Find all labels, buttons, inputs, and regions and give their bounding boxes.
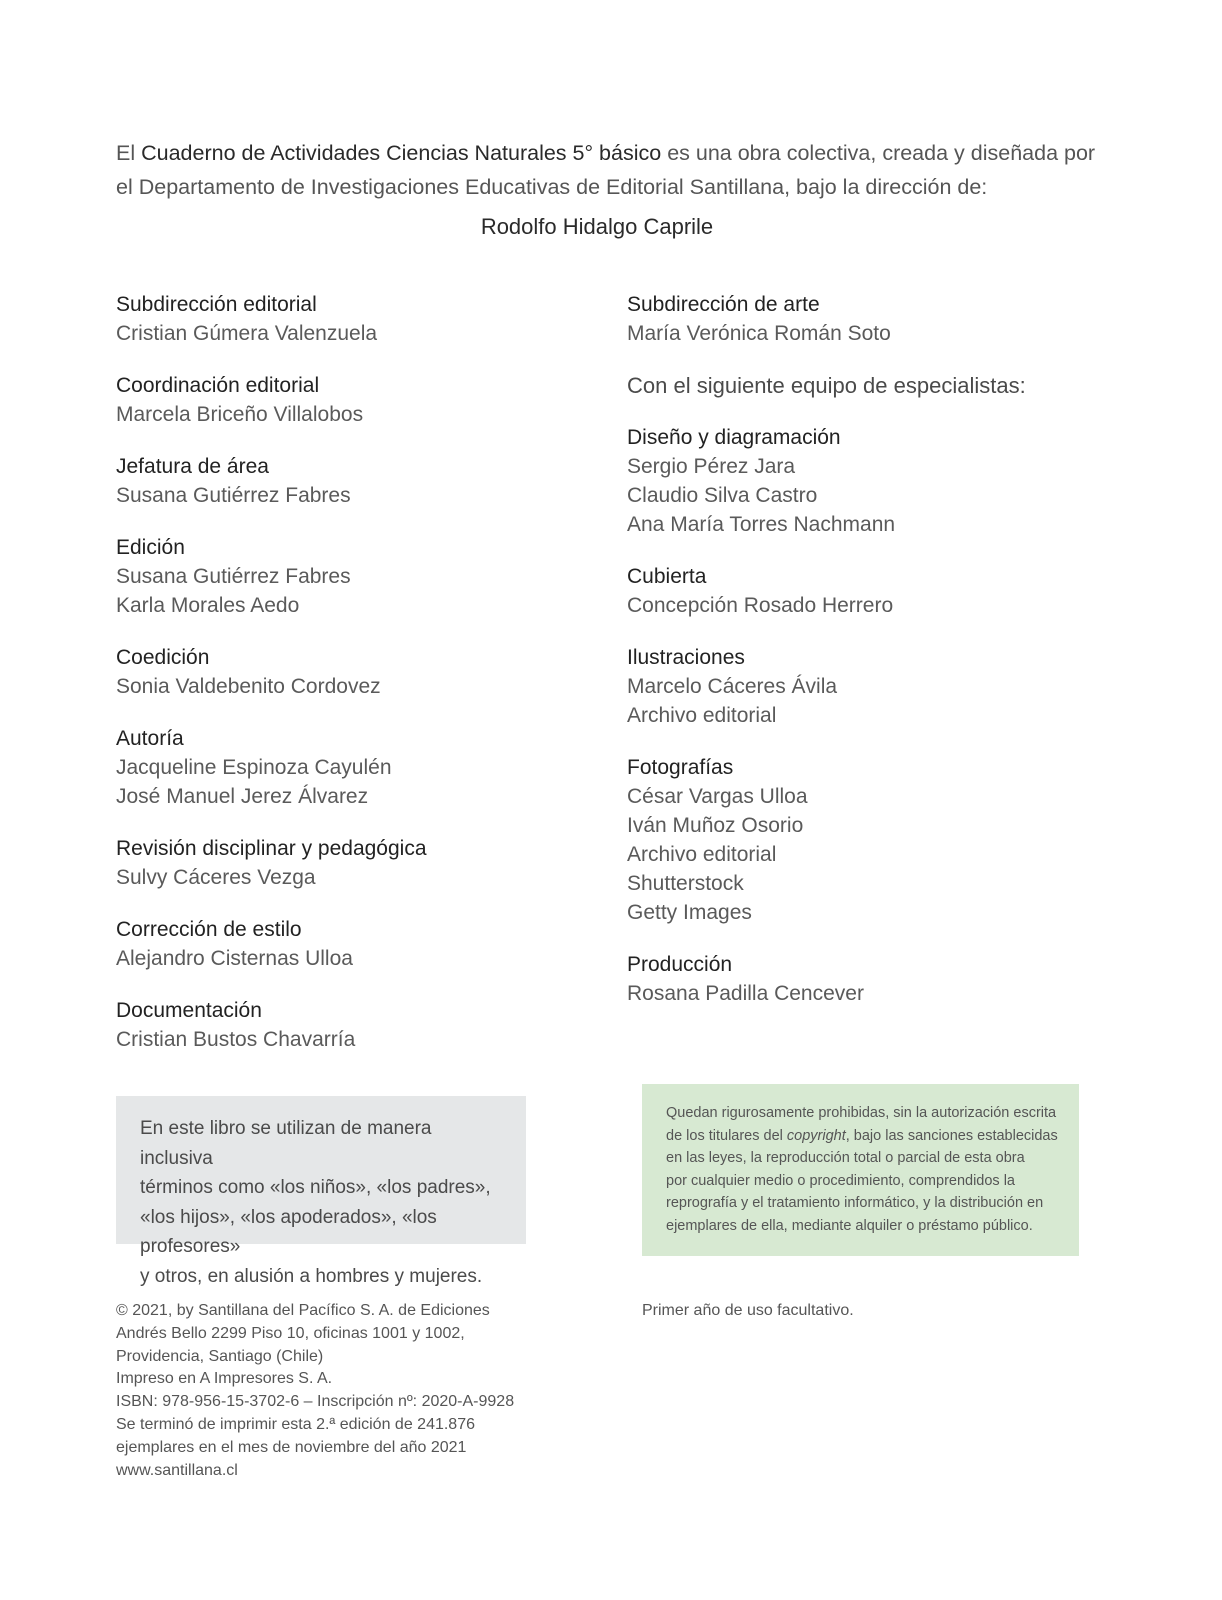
legal-text: de los titulares del: [666, 1127, 787, 1144]
credit-name: Jacqueline Espinoza Cayulén: [116, 756, 392, 779]
credit-role: Edición: [116, 536, 185, 559]
book-title: Cuaderno de Actividades Ciencias Naturales 5° básico: [141, 141, 662, 165]
credit-name: Concepción Rosado Herrero: [627, 594, 894, 617]
credit-role: Subdirección editorial: [116, 293, 317, 316]
legal-line: [666, 1125, 1059, 1148]
credit-group: [116, 533, 586, 620]
right-credits-column: [627, 290, 1127, 1031]
website-link[interactable]: www.santillana.cl: [116, 1461, 238, 1479]
credit-name: María Verónica Román Soto: [627, 322, 891, 345]
credit-group: [116, 724, 586, 811]
credit-group: [116, 371, 586, 429]
copyright-block: [116, 1300, 596, 1482]
credit-group: [627, 423, 1127, 539]
credit-name: Archivo editorial: [627, 704, 777, 727]
credit-name: Claudio Silva Castro: [627, 484, 818, 507]
credit-role: Producción: [627, 953, 733, 976]
credit-name: Susana Gutiérrez Fabres: [116, 484, 351, 507]
credit-role: Coordinación editorial: [116, 374, 320, 397]
copyright-line: ISBN: 978-956-15-3702-6 – Inscripción nº: 2020-A-9928: [116, 1393, 515, 1411]
credit-name: Cristian Gúmera Valenzuela: [116, 322, 378, 345]
copyright-line: Andrés Bello 2299 Piso 10, oficinas 1001 y 1002,: [116, 1324, 465, 1342]
credit-role: Jefatura de área: [116, 455, 269, 478]
intro-prefix: El: [116, 141, 142, 165]
credit-group: [116, 452, 586, 510]
credit-group: [116, 643, 586, 701]
credit-role: Corrección de estilo: [116, 918, 302, 941]
credit-group: [116, 834, 586, 892]
legal-text: , bajo las sanciones establecidas: [845, 1127, 1058, 1144]
credit-group: [116, 996, 586, 1054]
credit-role: Cubierta: [627, 565, 707, 588]
credit-group: [627, 290, 1127, 348]
credit-name: Sulvy Cáceres Vezga: [116, 866, 316, 889]
credit-name: José Manuel Jerez Álvarez: [116, 785, 369, 808]
copyright-line: ejemplares en el mes de noviembre del año 2021: [116, 1438, 467, 1456]
credit-group: [116, 915, 586, 973]
copyright-word: copyright: [786, 1127, 846, 1144]
credit-role: Revisión disciplinar y pedagógica: [116, 837, 427, 860]
credit-name: Marcelo Cáceres Ávila: [627, 675, 838, 698]
legal-line: en las leyes, la reproducción total o parcial de esta obra: [666, 1150, 1025, 1166]
inclusive-language-note: [116, 1096, 526, 1287]
credit-role: Fotografías: [627, 756, 734, 779]
credit-role: Ilustraciones: [627, 646, 745, 669]
legal-line: por cualquier medio o procedimiento, comprendidos la: [666, 1172, 1015, 1189]
credit-name: Rosana Padilla Cencever: [627, 982, 864, 1005]
credit-name: Iván Muñoz Osorio: [627, 814, 804, 837]
credit-role: Subdirección de arte: [627, 293, 820, 316]
legal-notice: [642, 1084, 1079, 1256]
director-name: Rodolfo Hidalgo Caprile: [480, 214, 714, 239]
note-line: y otros, en alusión a hombres y mujeres.: [140, 1265, 483, 1287]
credit-group: [627, 950, 1127, 1008]
credit-group: [627, 643, 1127, 730]
credit-name: Sergio Pérez Jara: [627, 455, 796, 478]
credit-name: Getty Images: [627, 901, 752, 924]
note-line: En este libro se utilizan de manera inclusiva: [140, 1118, 432, 1169]
credit-name: Cristian Bustos Chavarría: [116, 1028, 356, 1051]
left-credits-column: [116, 290, 586, 1077]
credit-name: Sonia Valdebenito Cordovez: [116, 675, 381, 698]
credit-role: Coedición: [116, 646, 210, 669]
credit-role: Documentación: [116, 999, 262, 1022]
legal-line: reprografía y el tratamiento informático, y la distribución en: [666, 1195, 1044, 1211]
credit-role: Diseño y diagramación: [627, 426, 841, 449]
copyright-line: Impreso en A Impresores S. A.: [116, 1370, 333, 1388]
credit-name: Shutterstock: [627, 872, 744, 895]
credit-name: Karla Morales Aedo: [116, 594, 300, 617]
credit-name: Alejandro Cisternas Ulloa: [116, 947, 353, 970]
credit-role: Autoría: [116, 727, 184, 750]
credit-name: César Vargas Ulloa: [627, 785, 808, 808]
first-year-note: Primer año de uso facultativo.: [642, 1302, 854, 1319]
copyright-line: © 2021, by Santillana del Pacífico S. A. de Ediciones: [116, 1302, 490, 1319]
intro-suffix: es una obra colectiva, creada y diseñada por el Departamento de Investigaciones Educativas de Editorial Santillana, bajo la dirección de:: [116, 141, 1096, 199]
legal-line: ejemplares de ella, mediante alquiler o préstamo público.: [666, 1217, 1033, 1234]
team-intro: Con el siguiente equipo de especialistas:: [627, 373, 1026, 398]
intro-paragraph: [116, 136, 1106, 204]
copyright-line: Providencia, Santiago (Chile): [116, 1347, 324, 1365]
note-line: términos como «los niños», «los padres»,: [140, 1177, 491, 1198]
copyright-line: Se terminó de imprimir esta 2.ª edición de 241.876: [116, 1415, 475, 1433]
credit-name: Marcela Briceño Villalobos: [116, 403, 364, 426]
credit-group: [627, 562, 1127, 620]
note-line: «los hijos», «los apoderados», «los profesores»: [140, 1206, 437, 1257]
credit-name: Susana Gutiérrez Fabres: [116, 565, 351, 588]
legal-line: Quedan rigurosamente prohibidas, sin la autorización escrita: [666, 1105, 1057, 1121]
credit-name: Archivo editorial: [627, 843, 777, 866]
credit-name: Ana María Torres Nachmann: [627, 513, 896, 536]
credit-group: [116, 290, 586, 348]
credit-group: [627, 753, 1127, 927]
